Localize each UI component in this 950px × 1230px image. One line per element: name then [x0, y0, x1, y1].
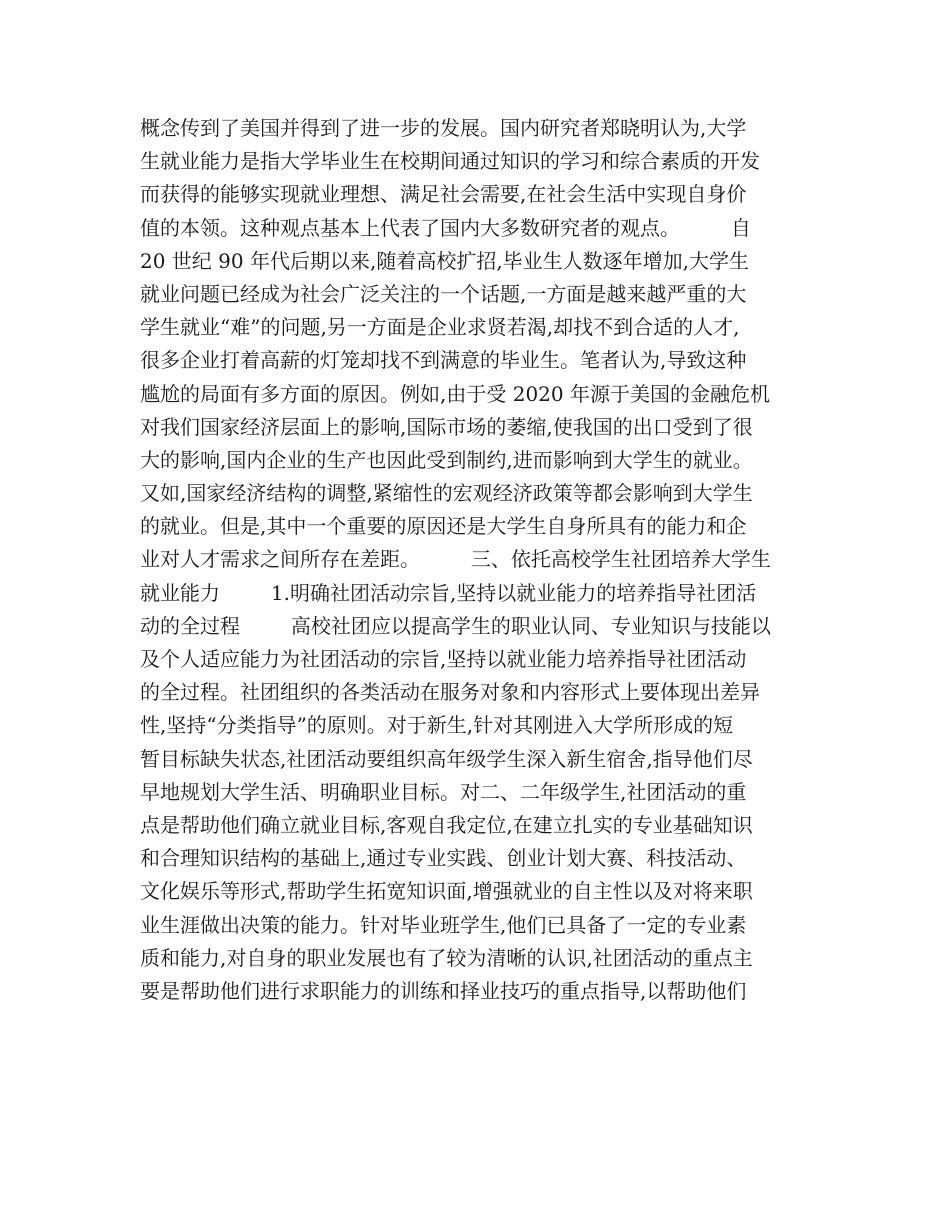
text-line: 点是帮助他们确立就业目标,客观自我定位,在建立扎实的专业基础知识: [140, 812, 753, 837]
text-line: 业生涯做出决策的能力。针对毕业班学生,他们已具备了一定的专业素: [140, 912, 747, 937]
text-line: 值的本领。这种观点基本上代表了国内大多数研究者的观点。 自: [140, 215, 751, 240]
text-line: 的就业。但是,其中一个重要的原因还是大学生自身所具有的能力和企: [140, 514, 747, 539]
text-line: 对我们国家经济层面上的影响,国际市场的萎缩,使我国的出口受到了很: [140, 414, 753, 439]
text-line: 要是帮助他们进行求职能力的训练和择业技巧的重点指导,以帮助他们: [140, 978, 747, 1003]
text-line: 又如,国家经济结构的调整,紧缩性的宏观经济政策等都会影响到大学生: [140, 481, 753, 506]
text-line: 的全过程。社团组织的各类活动在服务对象和内容形式上要体现出差异: [140, 680, 760, 705]
text-line: 及个人适应能力为社团活动的宗旨,坚持以就业能力培养指导社团活动: [140, 647, 747, 671]
text-line: 概念传到了美国并得到了进一步的发展。国内研究者郑晓明认为,大学: [140, 116, 747, 140]
text-line: 就业问题已经成为社会广泛关注的一个话题,一方面是越来越严重的大: [140, 281, 747, 306]
text-line: 业对人才需求之间所存在差距。 三、依托高校学生社团培养大学生: [140, 547, 771, 572]
text-line: 很多企业打着高薪的灯笼却找不到满意的毕业生。笔者认为,导致这种: [140, 348, 747, 373]
text-line: 早地规划大学生活、明确职业目标。对二、二年级学生,社团活动的重: [140, 779, 747, 804]
text-line: 20 世纪 90 年代后期以来,随着高校扩招,毕业生人数逐年增加,大学生: [140, 248, 750, 273]
text-line: 生就业能力是指大学毕业生在校期间通过知识的学习和综合素质的开发: [140, 149, 760, 174]
text-line: 尴尬的局面有多方面的原因。例如,由于受 2020 年源于美国的金融危机: [140, 381, 770, 406]
text-line: 质和能力,对自身的职业发展也有了较为清晰的认识,社团活动的重点主: [140, 945, 753, 970]
body-text: [140, 112, 820, 1008]
text-line: 动的全过程 高校社团应以提高学生的职业认同、专业知识与技能以: [140, 613, 771, 638]
text-line: 就业能力 1.明确社团活动宗旨,坚持以就业能力的培养指导社团活: [140, 580, 757, 605]
text-line: 大的影响,国内企业的生产也因此受到制约,进而影响到大学生的就业。: [140, 447, 753, 472]
text-line: 文化娱乐等形式,帮助学生拓宽知识面,增强就业的自主性以及对将来职: [140, 879, 753, 904]
text-line: 而获得的能够实现就业理想、满足社会需要,在社会生活中实现自身价: [140, 182, 747, 207]
text-line: 暂目标缺失状态,社团活动要组织高年级学生深入新生宿舍,指导他们尽: [140, 746, 753, 771]
text-line: 和合理知识结构的基础上,通过专业实践、创业计划大赛、科技活动、: [140, 846, 747, 871]
text-line: 学生就业“难”的问题,另一方面是企业求贤若渴,却找不到合适的人才,: [140, 315, 740, 340]
text-line: 性,坚持“分类指导”的原则。对于新生,针对其刚进入大学所形成的短: [140, 713, 734, 738]
